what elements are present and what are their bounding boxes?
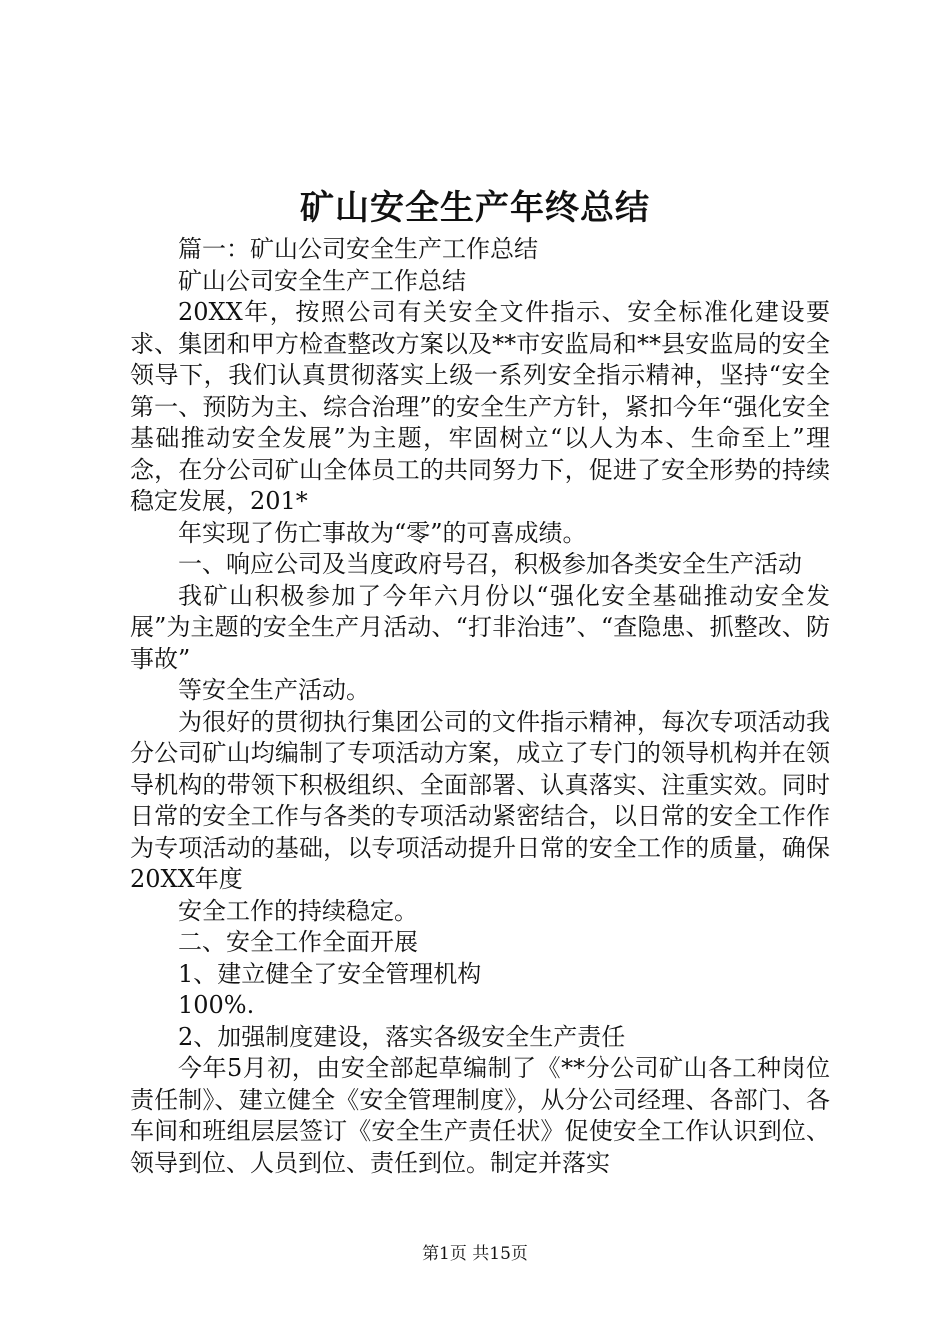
document-body xyxy=(130,234,830,1179)
paragraph: 等安全生产活动。 xyxy=(178,676,370,704)
subsection-heading: 2、加强制度建设，落实各级安全生产责任 xyxy=(178,1022,626,1051)
paragraph: 为很好的贯彻执行集团公司的文件指示精神，每次专项活动我分公司矿山均编制了专项活动方案，成立了专门的领导机构并在领导机构的带领下积极组织、全面部署、认真落实、注重实效。同时日常的安全工作与各类的专项活动紧密结合，以日常的安全工作作为专项活动的基础，以专项活动提升日常的安全工作的质量，确保20XX年度 xyxy=(130,707,830,893)
paragraph: 我矿山积极参加了今年六月份以“强化安全基础推动安全发展”为主题的安全生产月活动、“打非治违”、“查隐患、抓整改、防事故” xyxy=(130,581,830,673)
paragraph: 100%. xyxy=(178,991,255,1019)
paragraph: 20XX年，按照公司有关安全文件指示、安全标准化建设要求、集团和甲方检查整改方案以及**市安监局和**县安监局的安全领导下，我们认真贯彻落实上级一系列安全指示精神，坚持“安全第一、预防为主、综合治理”的安全生产方针，紧扣今年“强化安全基础推动安全发展”为主题，牢固树立“以人为本、生命至上”理念，在分公司矿山全体员工的共同努力下，促进了安全形势的持续稳定发展，201* xyxy=(130,298,830,515)
paragraph: 今年5月初，由安全部起草编制了《**分公司矿山各工种岗位责任制》、建立健全《安全管理制度》，从分公司经理、各部门、各车间和班组层层签订《安全生产责任状》促使安全工作认识到位、领导到位、人员到位、责任到位。制定并落实 xyxy=(130,1054,830,1177)
page-number: 第1页 共15页 xyxy=(422,1244,528,1264)
document-title: 矿山安全生产年终总结 xyxy=(300,188,650,228)
paragraph: 年实现了伤亡事故为“零”的可喜成绩。 xyxy=(178,518,587,547)
subheading: 矿山公司安全生产工作总结 xyxy=(178,266,466,295)
section-heading: 一、响应公司及当度政府号召，积极参加各类安全生产活动 xyxy=(178,550,802,578)
section-heading: 二、安全工作全面开展 xyxy=(178,928,418,956)
section-heading: 篇一：矿山公司安全生产工作总结 xyxy=(178,235,538,263)
paragraph: 安全工作的持续稳定。 xyxy=(178,896,418,925)
subsection-heading: 1、建立健全了安全管理机构 xyxy=(178,959,482,988)
